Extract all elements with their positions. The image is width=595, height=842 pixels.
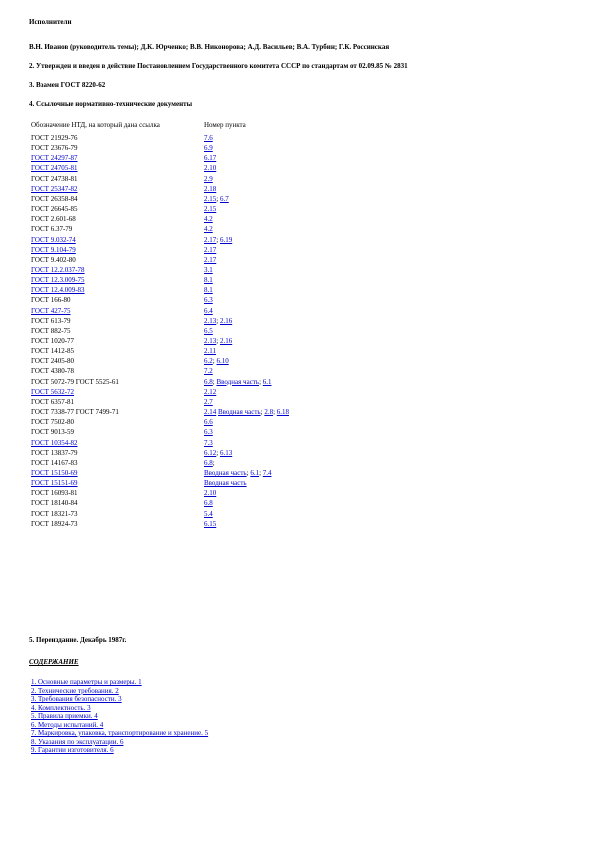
toc-link[interactable]: 6. Методы испытаний. 4 [31,720,104,729]
header-doc: Обозначение НТД, на который дана ссылка [31,121,160,129]
reissue-line: 5. Переиздание. Декабрь 1987г. [29,636,127,644]
doc-cell: ГОСТ 1020-77 [31,337,75,345]
table-header [29,121,329,131]
doc-link[interactable]: ГОСТ 24705-81 [31,164,78,173]
item-link[interactable]: 6.12 [204,448,217,457]
doc-link[interactable]: ГОСТ 427-75 [31,306,71,315]
item-cell [204,479,247,487]
item-link[interactable]: 5.4 [204,509,213,518]
table-row [29,225,329,235]
item-link[interactable]: 4.2 [204,215,213,224]
item-cell [204,418,213,426]
doc-link[interactable]: ГОСТ 9.104-79 [31,245,76,254]
table-row [29,215,329,225]
item-link[interactable]: Вводная часть [204,468,247,477]
item-link[interactable]: 6.5 [204,326,213,335]
table-row [29,357,329,367]
item-cell [204,307,213,315]
table-row [29,398,329,408]
item-link[interactable]: 2.17 [204,235,217,244]
item-link[interactable]: 2.18 [204,184,217,193]
doc-cell: ГОСТ 23676-79 [31,144,78,153]
table-row [29,256,329,266]
item-link[interactable]: 2.11 [204,347,216,356]
item-link[interactable]: 6.8 [204,377,213,386]
item-link[interactable]: 2.10 [204,489,217,498]
toc-link[interactable]: 4. Комплектность. 3 [31,703,91,712]
toc-link[interactable]: 2. Технические требования. 2 [31,686,119,695]
table-row [29,499,329,509]
item-link[interactable]: 6.8 [204,458,213,467]
authors-line: В.Н. Иванов (руководитель темы); Д.К. Юрченко; В.В. Никонорова; А.Д. Васильев; В.А. Турбин; Г.К. Россинская [29,43,390,51]
toc-link[interactable]: 1. Основные параметры и размеры. 1 [31,678,142,686]
item-link[interactable]: 7.4 [262,468,272,477]
item-cell [204,236,232,244]
item-cell [204,499,213,507]
separator: ; [246,468,251,477]
doc-cell: ГОСТ 7502-80 [31,418,75,427]
item-link[interactable]: 6.6 [204,418,213,427]
separator: ; [216,448,220,457]
item-cell [204,154,216,162]
doc-cell: ГОСТ 613-79 [31,316,71,325]
item-cell [204,276,213,284]
doc-cell: ГОСТ 9013-59 [31,428,75,437]
doc-cell: ГОСТ 26645-85 [31,205,78,214]
item-cell [204,185,216,193]
doc-cell: ГОСТ 21929-76 [31,134,78,142]
doc-cell: ГОСТ 13837-79 [31,448,78,457]
section-title: Исполнители [29,18,72,26]
table-row [29,388,329,398]
replaces-line: 3. Взамен ГОСТ 8220-62 [29,81,106,89]
item-link[interactable]: 2.13 [204,337,217,345]
item-link[interactable]: 6.1 [262,377,272,386]
toc-item [31,687,208,696]
item-link[interactable]: 2.7 [204,397,213,406]
table-row [29,367,329,377]
item-link[interactable]: 6.3 [204,296,213,305]
item-cell [204,225,213,233]
item-link[interactable]: 6.10 [216,357,229,366]
item-cell [204,398,213,406]
item-cell [204,428,213,436]
item-link[interactable]: 6.3 [204,428,213,437]
separator: ; [260,408,265,417]
item-link[interactable]: 8.1 [204,286,213,295]
item-link[interactable]: 6.9 [204,144,213,153]
table-row [29,378,329,388]
header-item: Номер пункта [204,121,246,129]
item-link[interactable]: 6.18 [276,408,290,417]
doc-cell: ГОСТ 16093-81 [31,489,78,498]
table-row [29,469,329,479]
table-row [29,327,329,337]
toc-item [31,704,208,713]
doc-cell: ГОСТ 6.37-79 [31,225,73,234]
table-row [29,489,329,499]
item-link[interactable]: 6.1 [250,468,260,477]
item-cell [204,266,213,274]
toc-link[interactable]: 3. Требования безопасности. 3 [31,695,122,703]
table-row [29,337,329,347]
toc-link[interactable]: 5. Правила приемки. 4 [31,712,98,720]
doc-link[interactable]: ГОСТ 15151-69 [31,479,78,488]
item-link[interactable]: 2.15 [204,194,217,203]
item-cell [204,439,213,447]
item-link[interactable]: 2.10 [204,164,217,173]
doc-cell: ГОСТ 24738-81 [31,174,78,183]
toc-item [31,695,208,704]
refs-title: 4. Ссылочные нормативно-технические документы [29,100,193,108]
separator: ; [259,468,263,477]
toc-item [31,721,208,730]
item-cell [204,195,229,203]
item-link[interactable]: 6.15 [204,519,217,528]
table-row [29,317,329,327]
item-cell [204,317,232,325]
item-link[interactable]: 2.16 [219,337,233,345]
item-link[interactable]: 4.2 [204,225,213,234]
toc-link[interactable]: 8. Указания по эксплуатации. 6 [31,737,124,746]
doc-cell: ГОСТ 9.402-80 [31,255,76,264]
separator: ; [216,337,220,345]
item-cell [204,337,232,345]
item-cell [204,489,216,497]
doc-cell: ГОСТ 882-75 [31,326,71,335]
separator: ; [212,357,217,366]
doc-cell: ГОСТ 7338-77 ГОСТ 7499-71 [31,408,119,417]
table-row [29,439,329,449]
doc-cell: ГОСТ 6357-81 [31,397,75,406]
toc-item [31,678,208,687]
doc-cell: ГОСТ 14167-83 [31,458,78,467]
item-cell [204,246,216,254]
item-cell [204,175,213,183]
item-link[interactable]: 2.15 [204,205,217,214]
item-cell [204,449,232,457]
table-row [29,286,329,296]
table-row [29,144,329,154]
table-row [29,276,329,286]
toc-title: СОДЕРЖАНИЕ [29,658,79,666]
table-row [29,164,329,174]
separator: ; [216,194,220,203]
table-row [29,510,329,520]
item-link[interactable]: 6.4 [204,306,213,315]
item-cell [204,408,289,416]
item-link[interactable]: 8.1 [204,276,213,285]
item-link[interactable]: 2.14 [204,408,217,417]
item-cell [204,510,213,518]
item-cell [204,459,215,467]
toc-link[interactable]: 9. Гарантии изготовителя. 6 [31,746,114,754]
item-cell [204,256,216,264]
table-row [29,459,329,469]
item-link[interactable]: 6.7 [219,194,229,203]
item-link[interactable]: 2.8 [264,408,274,417]
item-cell [204,357,229,365]
item-cell [204,347,216,355]
item-link[interactable]: 6.8 [204,499,213,508]
doc-cell: ГОСТ 166-80 [31,296,71,305]
separator: ; [259,377,263,386]
doc-link[interactable]: ГОСТ 12.2.037-78 [31,265,85,274]
doc-link[interactable]: ГОСТ 10354-82 [31,438,78,447]
item-cell [204,469,272,477]
table-row [29,246,329,256]
item-link[interactable]: 3.1 [204,265,213,274]
separator: ; [212,458,215,467]
doc-cell: ГОСТ 18321-73 [31,509,78,518]
item-link[interactable]: 2.17 [204,255,217,264]
item-link[interactable]: 2.17 [204,245,217,254]
item-cell [204,215,213,223]
approval-line: 2. Утвержден и введен в действие Постановлением Государственного комитета СССР по стандартам от 02.09.85 № 2831 [29,62,408,70]
separator: ; [216,235,220,244]
table-row [29,408,329,418]
item-cell [204,134,213,142]
item-link[interactable]: 6.17 [204,154,217,163]
doc-link[interactable]: ГОСТ 25347-82 [31,184,78,193]
toc-item [31,738,208,747]
table-row [29,134,329,144]
table-row [29,418,329,428]
item-link[interactable]: Вводная часть [216,377,260,386]
doc-link[interactable]: ГОСТ 24297-87 [31,154,78,163]
doc-link[interactable]: ГОСТ 9.032-74 [31,235,76,244]
item-cell [204,378,272,386]
table-row [29,347,329,357]
item-link[interactable]: 2.9 [204,174,213,183]
item-link[interactable]: 6.2 [204,357,213,366]
doc-cell: ГОСТ 18924-73 [31,519,78,528]
toc-item [31,746,208,755]
doc-cell: ГОСТ 4380-78 [31,367,75,376]
doc-cell: ГОСТ 1412-85 [31,347,75,356]
doc-link[interactable]: ГОСТ 5632-72 [31,387,75,396]
item-cell [204,144,213,152]
table-row [29,236,329,246]
table-row [29,479,329,489]
table-row [29,449,329,459]
table-row [29,266,329,276]
table-row [29,175,329,185]
table-row [29,428,329,438]
doc-cell: ГОСТ 2.601-68 [31,215,76,224]
item-link[interactable]: 2.12 [204,387,217,396]
item-link[interactable]: Вводная часть [204,479,247,488]
item-link[interactable]: 7.6 [204,134,213,142]
table-row [29,195,329,205]
item-cell [204,164,216,172]
item-link[interactable]: 2.13 [204,316,217,325]
item-cell [204,296,213,304]
table-row [29,154,329,164]
item-cell [204,367,213,375]
doc-cell: ГОСТ 2405-80 [31,357,75,366]
item-cell [204,520,216,528]
doc-cell: ГОСТ 18140-84 [31,499,78,508]
toc-item [31,712,208,721]
separator: ; [273,408,277,417]
doc-link[interactable]: ГОСТ 15150-69 [31,468,78,477]
item-link[interactable]: Вводная часть [218,408,261,417]
item-cell [204,327,213,335]
table-row [29,520,329,530]
item-cell [204,205,216,213]
item-cell [204,388,216,396]
toc-list [31,678,208,755]
item-link[interactable]: 7.3 [204,438,213,447]
doc-link[interactable]: ГОСТ 12.3.009-75 [31,276,85,285]
item-link[interactable]: 7.2 [204,367,213,376]
table-row [29,307,329,317]
separator: ; [216,316,220,325]
doc-cell: ГОСТ 5072-79 ГОСТ 5525-61 [31,377,119,386]
table-row [29,205,329,215]
item-link[interactable]: 2.16 [219,316,233,325]
table-row [29,185,329,195]
separator: ; [212,377,217,386]
doc-cell: ГОСТ 26358-84 [31,194,78,203]
toc-link[interactable]: 7. Маркировка, упаковка, транспортирование и хранение. 5 [31,729,209,737]
toc-item [31,729,208,738]
table-row [29,296,329,306]
item-link[interactable]: 6.13 [219,448,233,457]
item-link[interactable]: 6.19 [219,235,233,244]
doc-link[interactable]: ГОСТ 12.4.009-83 [31,286,85,295]
item-cell [204,286,213,294]
